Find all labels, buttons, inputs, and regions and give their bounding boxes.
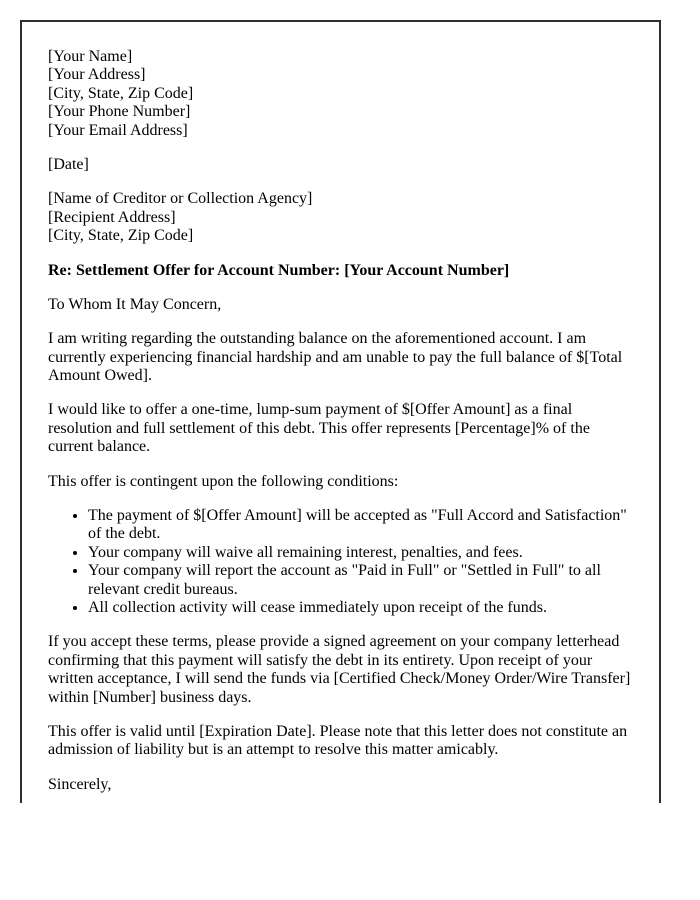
paragraph-conditions-intro: This offer is contingent upon the following conditions:: [48, 472, 399, 490]
letter-page: [20, 20, 661, 803]
sender-phone: [Your Phone Number]: [48, 103, 191, 121]
recipient-name: [Name of Creditor or Collection Agency]: [48, 190, 313, 208]
date-line: [Date]: [48, 155, 89, 173]
sender-address-block: [48, 48, 633, 140]
condition-item: • All collection activity will cease immediately upon receipt of the funds.: [88, 599, 633, 617]
condition-item: • Your company will waive all remaining interest, penalties, and fees.: [88, 544, 633, 562]
subject-line: Re: Settlement Offer for Account Number: [Your Account Number]: [48, 261, 510, 279]
sender-address: [Your Address]: [48, 66, 146, 84]
paragraph-acceptance: If you accept these terms, please provide a signed agreement on your company letterhead confirming that this payment will satisfy the debt in its entirety. Upon receipt of your written acceptance, I will send the funds via [Certified Check/Money Order/Wire Transfer] within [Number] business days.: [48, 633, 631, 706]
sender-city-state-zip: [City, State, Zip Code]: [48, 84, 194, 102]
closing: Sincerely,: [48, 775, 112, 793]
conditions-list: [48, 507, 633, 617]
salutation: To Whom It May Concern,: [48, 295, 222, 313]
paragraph-offer: I would like to offer a one-time, lump-sum payment of $[Offer Amount] as a final resolution and full settlement of this debt. This offer represents [Percentage]% of the current balance.: [48, 401, 590, 456]
sender-email: [Your Email Address]: [48, 121, 188, 139]
condition-item: • The payment of $[Offer Amount] will be accepted as "Full Accord and Satisfaction" of the debt.: [88, 507, 633, 544]
condition-item: • Your company will report the account as "Paid in Full" or "Settled in Full" to all relevant credit bureaus.: [88, 562, 633, 599]
paragraph-validity: This offer is valid until [Expiration Date]. Please note that this letter does not constitute an admission of liability but is an attempt to resolve this matter amicably.: [48, 722, 628, 759]
recipient-address: [Recipient Address]: [48, 208, 176, 226]
recipient-city-state-zip: [City, State, Zip Code]: [48, 227, 194, 245]
recipient-address-block: [48, 190, 633, 245]
paragraph-intro: I am writing regarding the outstanding balance on the aforementioned account. I am currently experiencing financial hardship and am unable to pay the full balance of $[Total Amount Owed].: [48, 330, 623, 385]
sender-name: [Your Name]: [48, 48, 133, 65]
